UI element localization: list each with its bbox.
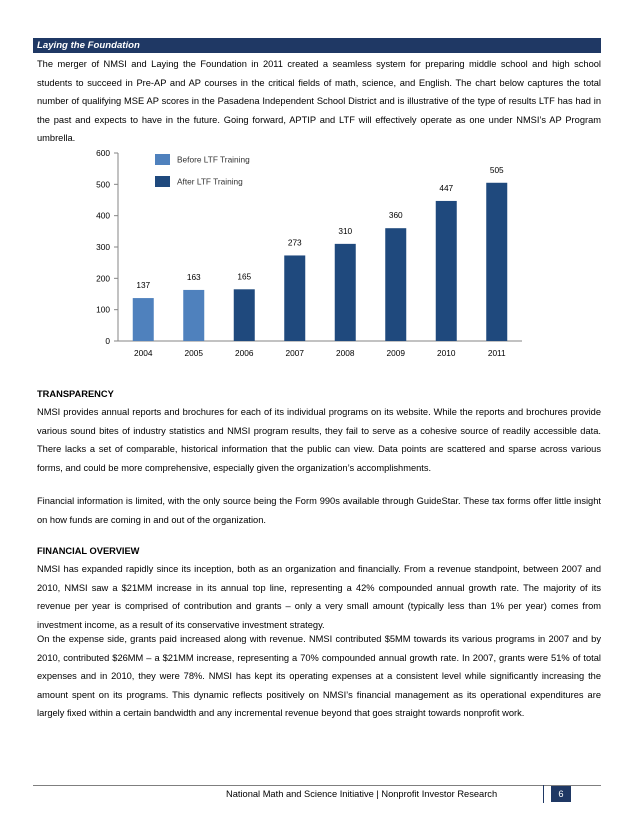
- page-number: 6: [551, 786, 571, 802]
- x-tick-label-2009: 2009: [386, 348, 405, 358]
- y-tick-label: 400: [96, 210, 110, 221]
- bar-2010: [436, 201, 457, 341]
- financial-overview-heading: FINANCIAL OVERVIEW: [37, 546, 140, 556]
- data-label-2009: 360: [388, 210, 403, 221]
- legend-label-before: Before LTF Training: [177, 154, 250, 165]
- transparency-paragraph-1: NMSI provides annual reports and brochures for each of its individual programs on its website. While the reports and brochures provide various sound bites of industry statistics and NMSI program results, they fail to serve as a cohesive source of readily accessible data. There lacks a set of comparable, historical information that the public can view. Data points are scattered and sparse across various forms, and could be more comprehensive, especially given the organization’s accomplishments.: [37, 407, 601, 473]
- x-tick-label-2006: 2006: [235, 348, 254, 358]
- transparency-heading: TRANSPARENCY: [37, 389, 114, 399]
- bar-2006: [234, 289, 255, 341]
- footer-text: National Math and Science Initiative | Nonprofit Investor Research: [226, 789, 498, 799]
- section-title-bar: [33, 38, 601, 53]
- y-tick-label: 100: [96, 304, 110, 315]
- bar-2005: [183, 290, 204, 341]
- x-tick-label-2004: 2004: [134, 348, 153, 358]
- y-tick-label: 300: [96, 242, 110, 252]
- data-label-2006: 165: [237, 271, 252, 282]
- bar-2004: [133, 298, 154, 341]
- transparency-paragraph-2: Financial information is limited, with the only source being the Form 990s available through GuideStar. These tax forms offer little insight on how funds are coming in and out of the organization.: [37, 496, 601, 525]
- data-label-2005: 163: [186, 271, 201, 282]
- legend-swatch-before: [155, 154, 170, 165]
- legend-swatch-after: [155, 176, 170, 187]
- bar-2007: [284, 255, 305, 341]
- footer-separator: [543, 785, 544, 803]
- x-tick-label-2007: 2007: [285, 348, 304, 358]
- section-title: Laying the Foundation: [37, 40, 140, 51]
- data-label-2010: 447: [439, 182, 454, 193]
- x-tick-label-2005: 2005: [184, 348, 203, 358]
- y-tick-label: 200: [96, 273, 110, 284]
- financial-paragraph-2: On the expense side, grants paid increased along with revenue. NMSI contributed $5MM towards its various programs in 2007 and by 2010, contributed $26MM – a $21MM increase, representing a 70% compounded annual growth rate. In 2007, grants were 51% of total expenses and in 2010, they were 78%. NMSI has kept its operating expenses at a consistent level while significantly increasing the amount spent on its programs. This dynamic reflects positively on NMSI’s financial management as its operational expenditures are largely fixed within a certain bandwidth and any incremental revenue beyond that goes straight towards nonprofit work.: [37, 634, 601, 718]
- financial-paragraph-1: NMSI has expanded rapidly since its inception, both as an organization and financially. From a revenue standpoint, between 2007 and 2010, NMSI saw a $21MM increase in its annual top line, representing a 42% compounded annual growth rate. The majority of its revenue per year is comprised of contribution and grants – only a very small amount (typically less than 1% per year) comes from investment income, as a result of its conservative investment strategy.: [37, 564, 601, 630]
- bar-2011: [486, 183, 507, 341]
- data-label-2008: 310: [338, 225, 353, 236]
- y-tick-label: 500: [96, 179, 110, 190]
- x-tick-label-2008: 2008: [336, 348, 355, 358]
- y-tick-label: 0: [105, 336, 110, 346]
- data-label-2007: 273: [287, 237, 302, 248]
- footer-divider: [33, 785, 601, 786]
- intro-paragraph: The merger of NMSI and Laying the Foundation in 2011 created a seamless system for preparing middle school and high school students to succeed in Pre-AP and AP courses in the critical fields of math, science, and English. The chart below captures the total number of qualifying MSE AP scores in the Pasadena Independent School District and is illustrative of the type of results LTF has had in the past and expects to have in the future. Going forward, APTIP and LTF will effectively operate as one under NMSI’s AP Program umbrella.: [37, 59, 601, 143]
- x-tick-label-2011: 2011: [487, 348, 506, 358]
- ap-scores-bar-chart: [0, 145, 638, 370]
- data-label-2011: 505: [489, 164, 504, 175]
- bar-2009: [385, 228, 406, 341]
- legend-label-after: After LTF Training: [177, 176, 243, 187]
- x-tick-label-2010: 2010: [437, 348, 456, 358]
- bar-2008: [335, 244, 356, 341]
- y-tick-label: 600: [96, 148, 110, 158]
- data-label-2004: 137: [136, 280, 151, 291]
